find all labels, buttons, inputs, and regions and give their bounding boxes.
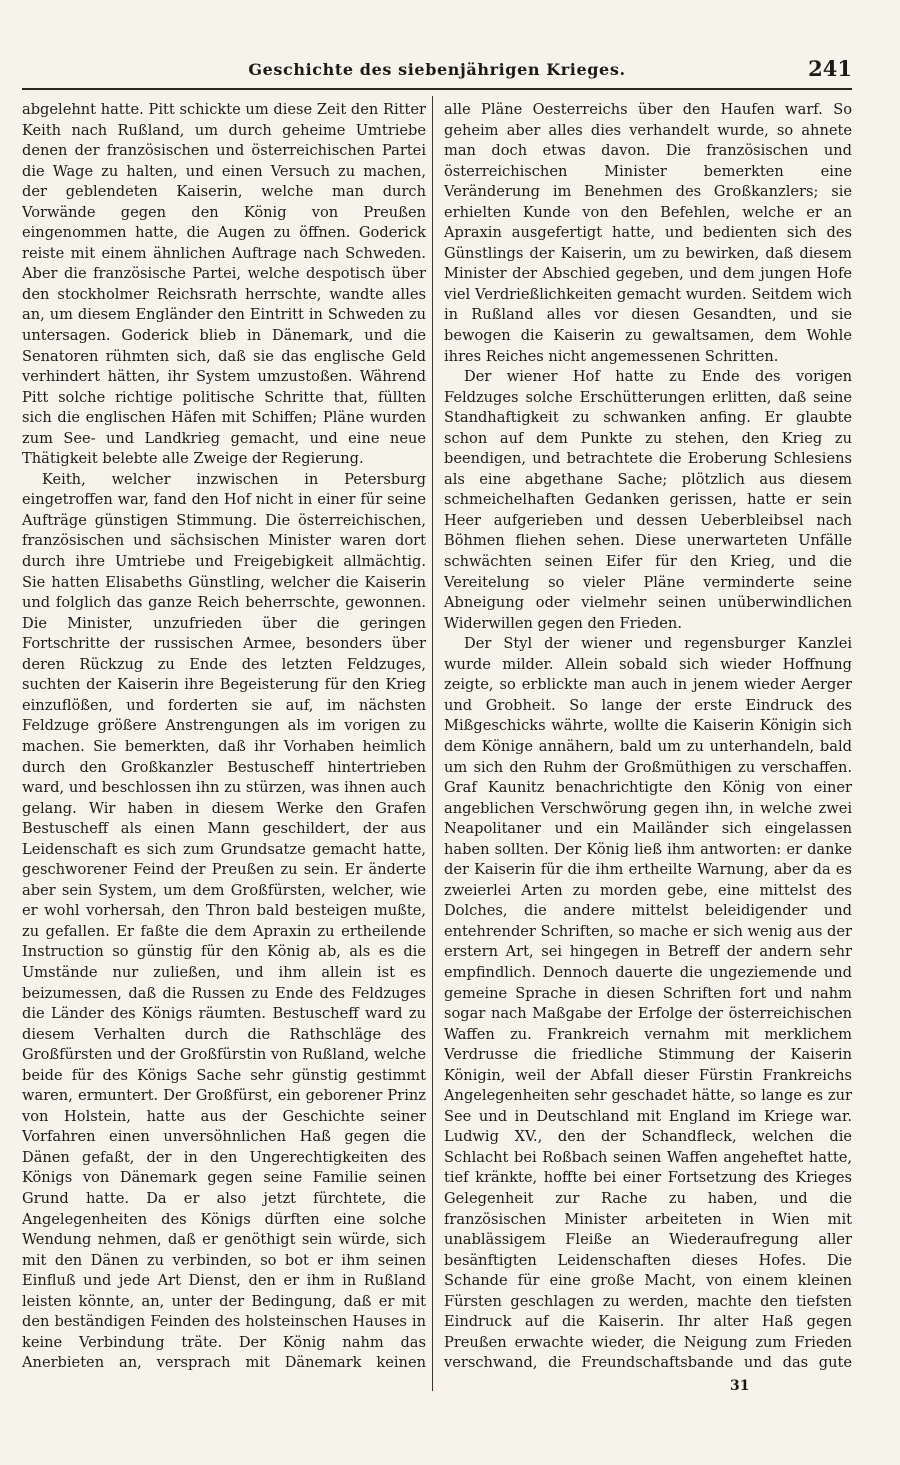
page-number: 241 bbox=[808, 56, 852, 81]
right-column bbox=[444, 100, 852, 1375]
header-rule bbox=[22, 88, 852, 90]
paragraph: alle Pläne Oesterreichs über den Haufen warf. So geheim aber alles dies verhandelt wurde, so ahnete man doch etwas davon. Die französischen und österreichischen Minister bemerkten eine Veränderung im Benehmen des Großkanzlers; sie erhielten Kunde von den Befehlen, welche er an Apraxin ausgefertigt hatte, und bedienten sich des Günstlings der Kaiserin, um zu bewirken, daß diesem Minister der Abschied gegeben, und dem jungen Hofe viel Verdrießlichkeiten gemacht wurden. Seitdem wich in Rußland alles vor diesen Gesandten, und sie bewogen die Kaiserin zu gewaltsamen, dem Wohle ihres Reiches nicht angemessenen Schritten. bbox=[444, 101, 852, 365]
paragraph: Der Styl der wiener und regensburger Kanzlei wurde milder. Allein sobald sich wieder Hoffnung zeigte, so erblickte man auch in jenem wieder Aerger und Grobheit. So lange der erste Eindruck des Mißgeschicks währte, wollte die Kaiserin Königin sich dem Könige annähern, bald um zu unterhandeln, bald um sich den Ruhm der Großmüthigen zu verschaffen. Graf Kaunitz benachrichtigte den König von einer angeblichen Verschwörung gegen ihn, in welche zwei Neapolitaner und ein Mailänder sich eingelassen haben sollten. Der König ließ ihm antworten: er danke der Kaiserin für die ihm ertheilte Warnung, aber da es zweierlei Arten zu morden gebe, eine mittelst des Dolches, die andere mittelst beleidigender und entehrender Schriften, so mache er sich wenig aus der erstern Art, sei hingegen in Betreff der andern sehr empfindlich. Dennoch dauerte die ungeziemende und gemeine Sprache in diesen Schriften fort und nahm sogar nach Maßgabe der Erfolge der österreichischen Waffen zu. Frankreich vernahm mit merklichem Verdrusse die friedliche Stimmung der Kaiserin Königin, weil der Abfall dieser Fürstin Frankreichs Angelegenheiten sehr geschadet hätte, so lange es zur See und in Deutschland mit England im Kriege war. Ludwig XV., den der Schandfleck, welchen die Schlacht bei Roßbach seinen Waffen angeheftet hatte, tief kränkte, hoffte bei einer Fortsetzung des Krieges Gelegenheit zur Rache zu haben, und die französischen Minister arbeiteten in Wien mit unablässigem Fleiße an Wiederaufregung aller besänftigten Leidenschaften dieses Hofes. Die Schande für eine große Macht, von einem kleinen Fürsten geschlagen zu werden, machte den tiefsten Eindruck auf die Kaiserin. Ihr alter Haß gegen Preußen erwachte wieder, die Neigung zum Frieden verschwand, die Freundschaftsbande und das gute bbox=[444, 635, 852, 1372]
column-divider bbox=[432, 96, 433, 1391]
paragraph: Der wiener Hof hatte zu Ende des vorigen Feldzuges solche Erschütterungen erlitten, daß seine Standhaftigkeit zu schwanken anfing. Er glaubte schon auf dem Punkte zu stehen, den Krieg zu beendigen, und betrachtete die Eroberung Schlesiens als eine abgethane Sache; plötzlich aus diesem schmeichelhaften Gedanken gerissen, hatte er sein Heer aufgerieben und dessen Ueberbleibsel nach Böhmen fliehen sehen. Diese unerwarteten Unfälle schwächten seinen Eifer für den Krieg, und die Vereitelung so vieler Pläne verminderte seine Abneigung oder vielmehr seinen unüberwindlichen Widerwillen gegen den Frieden. bbox=[444, 368, 852, 632]
paragraph: Keith, welcher inzwischen in Petersburg eingetroffen war, fand den Hof nicht in einer für seine Aufträge günstigen Stimmung. Die österreichischen, französischen und sächsischen Minister waren dort durch ihre Umtriebe und Freigebigkeit allmächtig. Sie hatten Elisabeths Günstling, welcher die Kaiserin und folglich das ganze Reich beherrschte, gewonnen. Die Minister, unzufrieden über die geringen Fortschritte der russischen Armee, besonders über deren Rückzug zu Ende des letzten Feldzuges, suchten der Kaiserin ihre Begeisterung für den Krieg einzuflößen, und forderten sie auf, im nächsten Feldzuge größere Anstrengungen als im vorigen zu machen. Sie bemerkten, daß ihr Vorhaben heimlich durch den Großkanzler Bestuscheff hintertrieben ward, und beschlossen ihn zu stürzen, was ihnen auch gelang. Wir haben in diesem Werke den Grafen Bestuscheff als einen Mann geschildert, der aus Leidenschaft es sich zum Grundsatze gemacht hatte, geschworener Feind der Preußen zu sein. Er änderte aber sein System, um dem Großfürsten, welcher, wie er wohl vorhersah, den Thron bald besteigen mußte, zu gefallen. Er faßte die dem Apraxin zu ertheilende Instruction so günstig für den König ab, als es die Umstände nur zuließen, und ihm allein ist es beizumessen, daß die Russen zu Ende des Feldzuges die Länder des Königs räumten. Bestuscheff ward zu diesem Verhalten durch die Rathschläge des Großfürsten und der Großfürstin von Rußland, welche beide für des Königs Sache sehr günstig gestimmt waren, ermuntert. Der Großfürst, ein geborener Prinz von Holstein, hatte aus der Geschichte seiner Vorfahren einen unversöhnlichen Haß gegen die Dänen gefaßt, der in den Ungerechtigkeiten des Königs von Dänemark gegen seine Familie seinen Grund hatte. Da er also jetzt fürchtete, die Angelegenheiten des Königs dürften eine solche Wendung nehmen, daß er genöthigt sein würde, sich mit den Dänen zu verbinden, so bot er ihm seinen Einfluß und jede Art Dienst, den er ihm in Rußland leisten könnte, an, unter der Bedingung, daß er mit den beständigen Feinden des holsteinschen Hauses in keine Verbindung träte. Der König nahm das Anerbieten an, versprach mit Dänemark keinen bbox=[22, 470, 426, 1372]
running-title: Geschichte des siebenjährigen Krieges. bbox=[248, 60, 626, 79]
left-column bbox=[22, 100, 426, 1375]
paragraph: abgelehnt hatte. Pitt schickte um diese Zeit den Ritter Keith nach Rußland, um durch geheime Umtriebe denen der französischen und österreichischen Partei die Wage zu halten, und einen Versuch zu machen, der geblendeten Kaiserin, welche man durch Vorwände gegen den König von Preußen eingenommen hatte, die Augen zu öffnen. Goderick reiste mit einem ähnlichen Auftrage nach Schweden. Aber die französische Partei, welche despotisch über den stockholmer Reichsrath herrschte, wandte alles an, um diesem Engländer den Eintritt in Schweden zu untersagen. Goderick blieb in Dänemark, und die Senatoren rühmten sich, daß sie das englische Geld verhindert hätten, ihr System umzustoßen. Während Pitt solche richtige politische Schritte that, füllten sich die englischen Häfen mit Schiffen; Pläne wurden zum See- und Landkrieg gemacht, und eine neue Thätigkeit belebte alle Zweige der Regierung. bbox=[22, 101, 426, 468]
page-header bbox=[22, 56, 852, 86]
signature-mark: 31 bbox=[730, 1378, 750, 1394]
